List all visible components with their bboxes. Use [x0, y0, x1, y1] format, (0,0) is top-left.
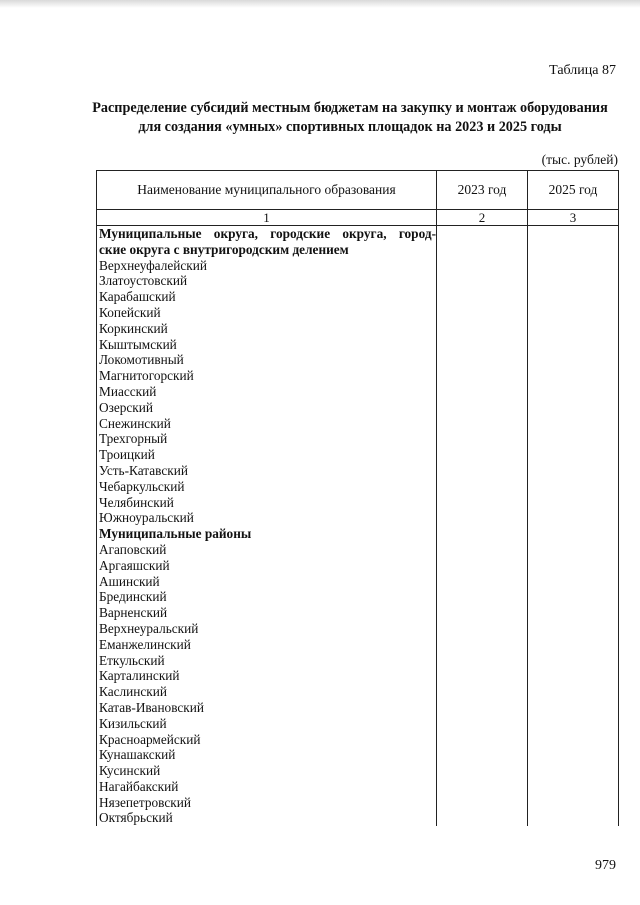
group-2-list [99, 542, 436, 826]
header-2023: 2023 год [437, 171, 528, 210]
municipality-row: Усть-Катавский [99, 462, 188, 478]
municipality-row: Озерский [99, 399, 153, 415]
municipality-row: Кусинский [99, 763, 161, 779]
header-row [97, 171, 619, 210]
header-2025: 2025 год [528, 171, 619, 210]
municipality-row: Троицкий [99, 447, 155, 463]
municipality-row: Агаповский [99, 541, 167, 557]
municipality-row: Коркинский [99, 320, 168, 336]
municipality-row: Кизильский [99, 715, 167, 731]
municipality-row: Челябинский [99, 494, 174, 510]
municipality-row: Аргаяшский [99, 557, 170, 573]
municipality-row: Миасский [99, 383, 157, 399]
municipality-row: Ашинский [99, 573, 160, 589]
municipality-row: Кунашакский [99, 747, 176, 763]
municipality-row: Нагайбакский [99, 778, 179, 794]
municipality-row: Катав-Ивановский [99, 699, 204, 715]
group-1-list [99, 258, 436, 527]
column-number-row [97, 210, 619, 226]
column-number-2: 2 [437, 210, 528, 226]
municipality-row: Варненский [99, 605, 168, 621]
table-body-row [97, 226, 619, 827]
group-header-1-line-1: Муниципальные округа, городские округа, город- [99, 226, 436, 241]
group-header-2: Муниципальные районы [99, 526, 252, 542]
municipality-row: Еткульский [99, 652, 165, 668]
municipality-row: Еманжелинский [99, 636, 191, 652]
municipality-row: Брединский [99, 589, 167, 605]
group-header-1-line-2: ские округа с внутригородским делением [99, 241, 349, 257]
municipality-row: Златоустовский [99, 273, 188, 289]
units-label: (тыс. рублей) [541, 152, 618, 167]
document-title [60, 99, 640, 137]
municipality-row: Локомотивный [99, 352, 184, 368]
page-number: 979 [595, 858, 616, 873]
municipality-row: Снежинский [99, 415, 171, 431]
municipality-row: Карабашский [99, 289, 176, 305]
municipality-row: Октябрьский [99, 810, 173, 826]
municipality-row: Каслинский [99, 684, 167, 700]
table-number: Таблица 87 [549, 63, 616, 78]
title-line-2: для создания «умных» спортивных площадок на 2023 и 2025 годы [138, 119, 562, 135]
column-number-1: 1 [97, 210, 437, 226]
municipality-row: Копейский [99, 304, 161, 320]
municipality-row: Верхнеуральский [99, 620, 199, 636]
municipality-row: Карталинский [99, 668, 180, 684]
values-2025-column [528, 226, 619, 827]
values-2023-column [437, 226, 528, 827]
names-column [97, 226, 437, 827]
municipality-row: Трехгорный [99, 431, 168, 447]
title-line-1: Распределение субсидий местным бюджетам на закупку и монтаж оборудования [92, 100, 608, 116]
subsidy-table [96, 170, 619, 826]
municipality-row: Чебаркульский [99, 478, 185, 494]
municipality-row: Верхнеуфалейский [99, 257, 207, 273]
municipality-row: Кыштымский [99, 336, 177, 352]
column-number-3: 3 [528, 210, 619, 226]
municipality-row: Нязепетровский [99, 794, 191, 810]
municipality-row: Магнитогорский [99, 368, 194, 384]
municipality-row: Красноармейский [99, 731, 201, 747]
header-name: Наименование муниципального образования [97, 171, 437, 210]
municipality-row: Южноуральский [99, 510, 194, 526]
scan-edge-shadow [0, 0, 640, 8]
